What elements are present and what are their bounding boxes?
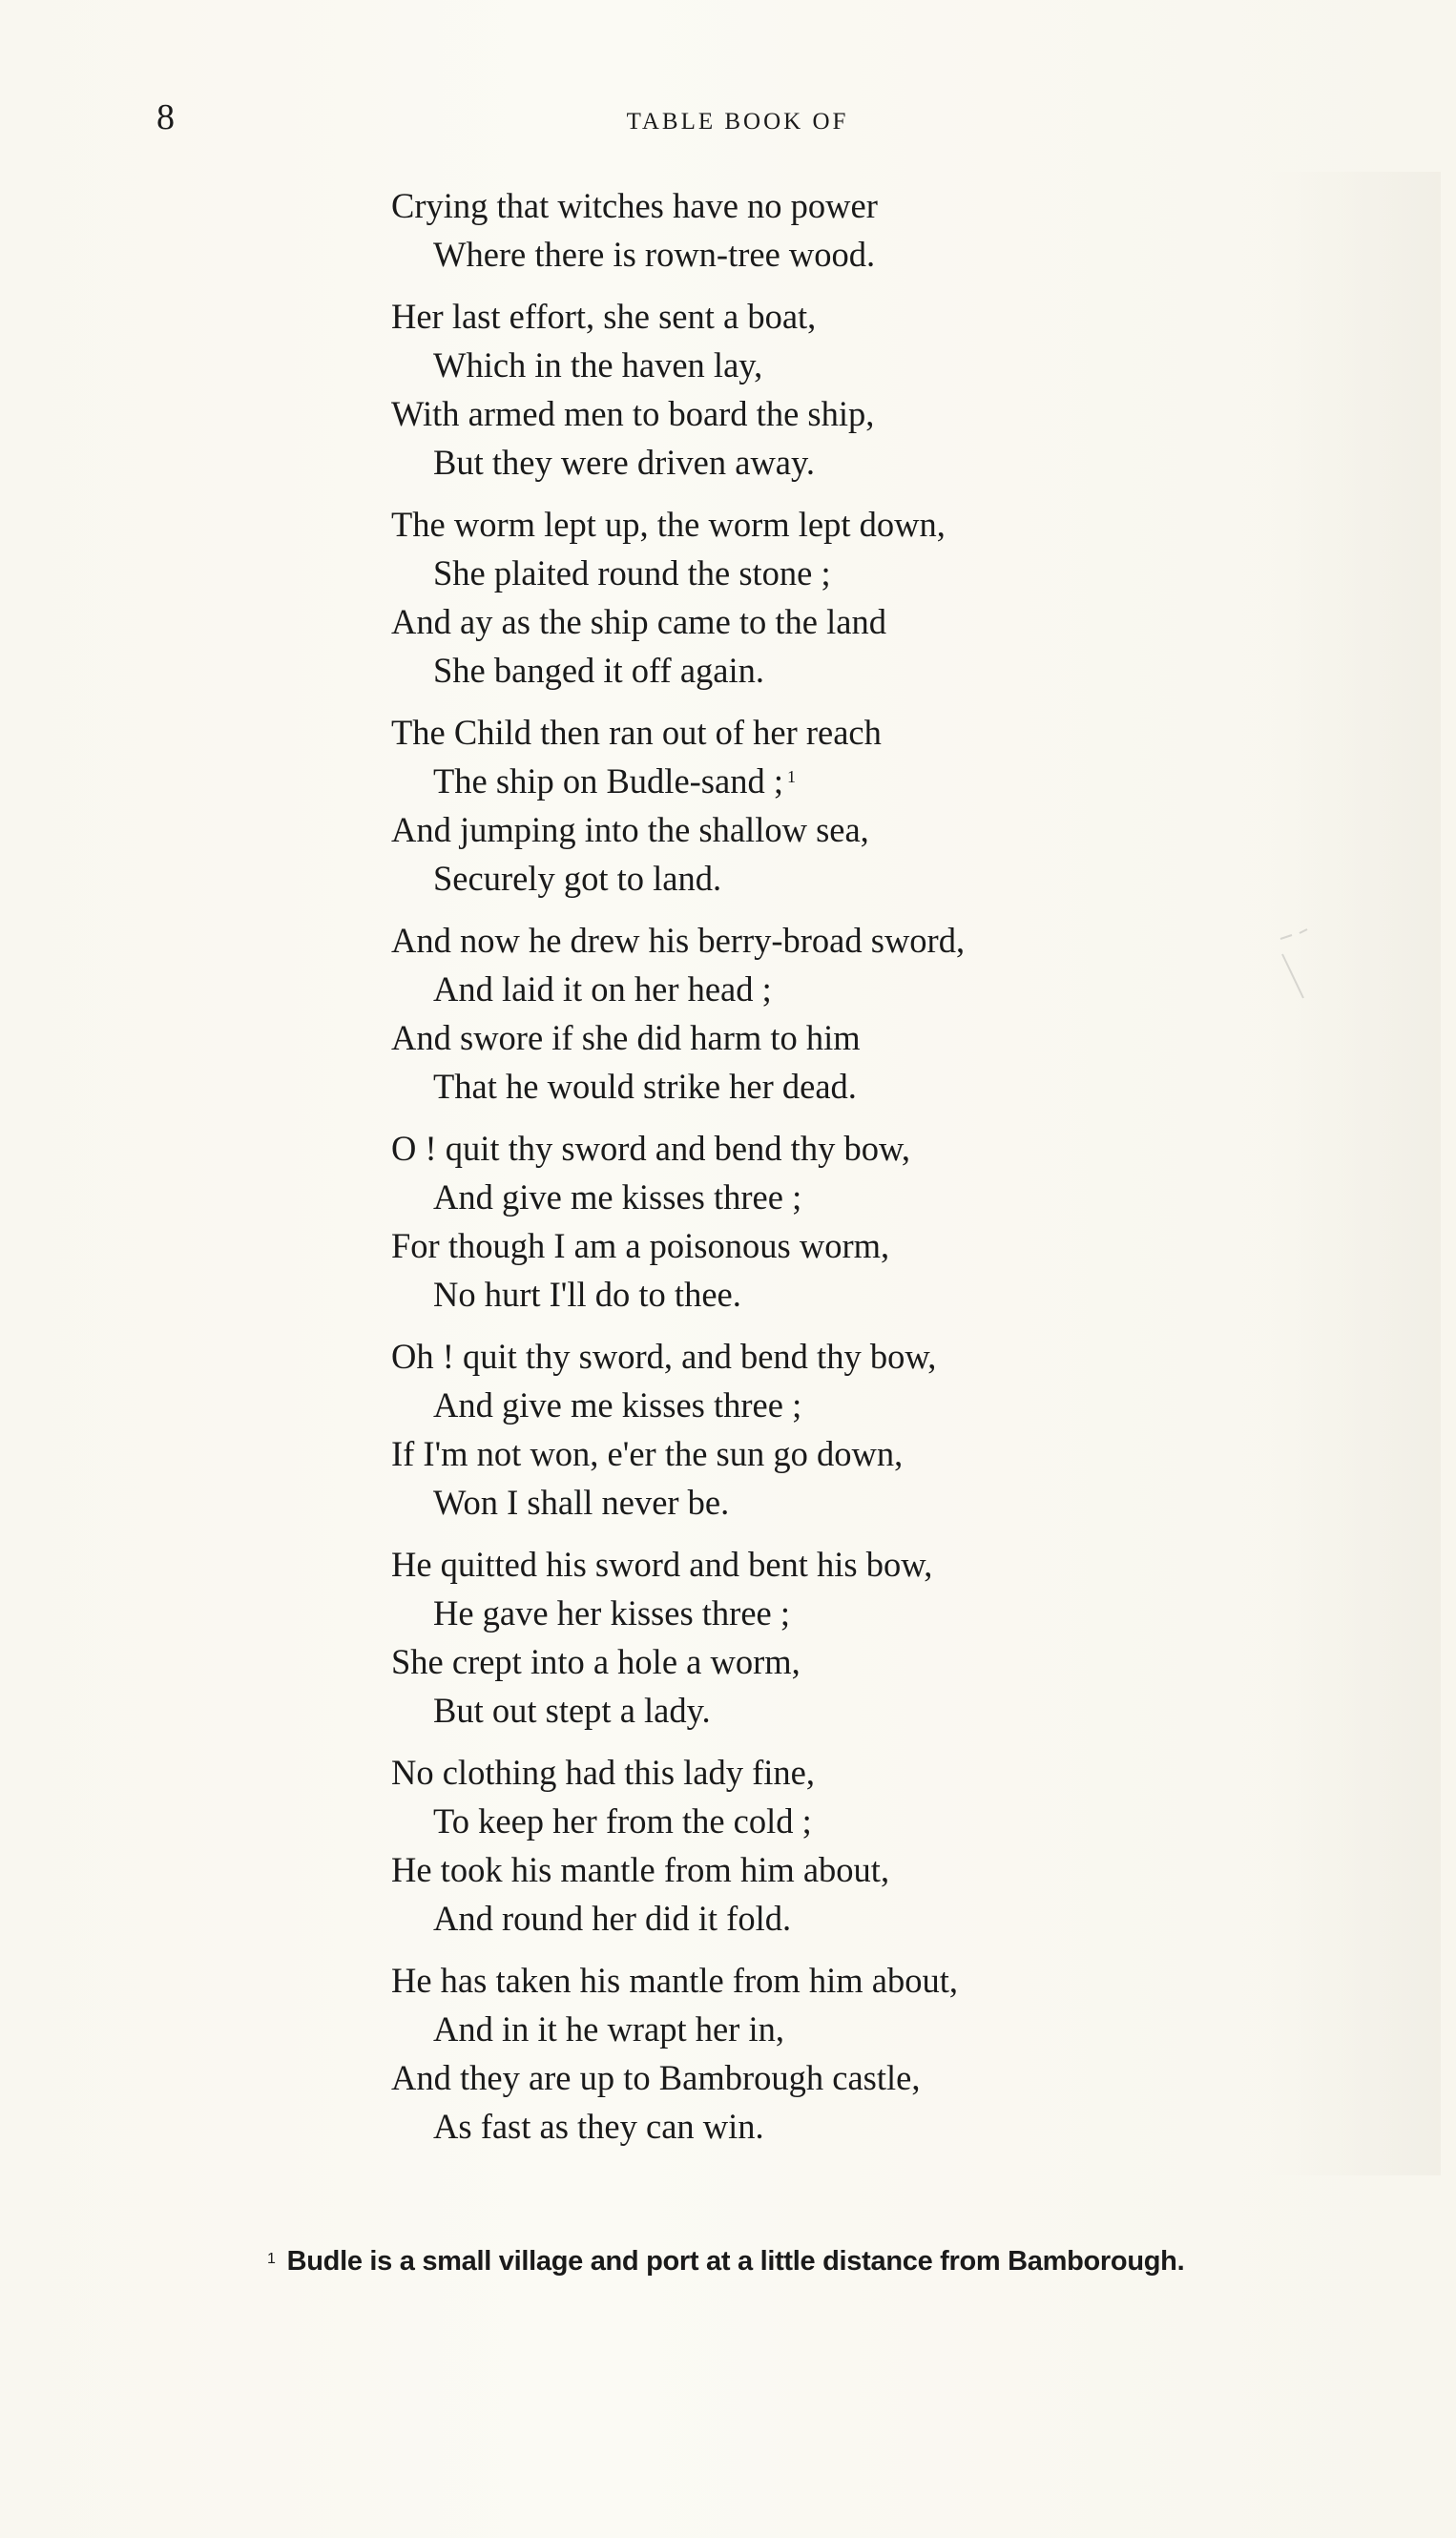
poem-line-text: If I'm not won, e'er the sun go down, [391, 1434, 904, 1473]
poem-line-text: And now he drew his berry-broad sword, [391, 921, 966, 960]
poem-line [391, 2053, 1345, 2102]
poem-line-text: He gave her kisses three ; [433, 1593, 790, 1633]
poem-line [391, 2005, 1345, 2053]
poem-line [391, 646, 1345, 695]
poem-line [391, 757, 1345, 805]
poem-line [391, 1686, 1345, 1735]
poem-line [391, 292, 1345, 341]
poem-line-text: And give me kisses three ; [433, 1177, 802, 1217]
poem-line-text: And they are up to Bambrough castle, [391, 2058, 921, 2097]
poem-line-text: No hurt I'll do to thee. [433, 1275, 741, 1314]
stanza [391, 1956, 1345, 2151]
poem-line [391, 438, 1345, 487]
stanza [391, 500, 1345, 695]
stanza [391, 1540, 1345, 1735]
poem-line [391, 1748, 1345, 1797]
poem-line-text: And laid it on her head ; [433, 969, 772, 1009]
running-head: TABLE BOOK OF [626, 109, 849, 135]
poem-line-text: Oh ! quit thy sword, and bend thy bow, [391, 1337, 937, 1376]
poem-line [391, 1013, 1345, 1062]
poem-line [391, 1540, 1345, 1589]
poem-line [391, 1221, 1345, 1270]
poem-line-text: Crying that witches have no power [391, 186, 878, 225]
stanza [391, 1124, 1345, 1319]
poem-body [391, 181, 1345, 2164]
poem-line [391, 341, 1345, 389]
stanza [391, 708, 1345, 903]
poem-line [391, 1381, 1345, 1429]
poem-line-text: And ay as the ship came to the land [391, 602, 886, 641]
stanza [391, 1748, 1345, 1943]
poem-line-text: And jumping into the shallow sea, [391, 810, 869, 849]
poem-line-text: But out stept a lady. [433, 1691, 711, 1730]
poem-line [391, 1589, 1345, 1637]
poem-line-text: Where there is rown-tree wood. [433, 235, 876, 274]
poem-line [391, 181, 1345, 230]
poem-line-text: And swore if she did harm to him [391, 1018, 861, 1057]
poem-line-text: And round her did it fold. [433, 1899, 792, 1938]
poem-line [391, 1062, 1345, 1111]
poem-line-text: And in it he wrapt her in, [433, 2009, 784, 2049]
poem-line-text: He has taken his mantle from him about, [391, 1961, 958, 2000]
poem-line [391, 1173, 1345, 1221]
poem-line [391, 854, 1345, 903]
poem-line [391, 389, 1345, 438]
stanza [391, 292, 1345, 487]
poem-line-text: With armed men to board the ship, [391, 394, 875, 433]
poem-line [391, 1894, 1345, 1943]
poem-line [391, 1429, 1345, 1478]
poem-line-text: Won I shall never be. [433, 1483, 730, 1522]
poem-line-text: O ! quit thy sword and bend thy bow, [391, 1129, 911, 1168]
poem-line-text: She crept into a hole a worm, [391, 1642, 801, 1681]
poem-line [391, 1637, 1345, 1686]
poem-line-text: And give me kisses three ; [433, 1385, 802, 1425]
footnote-reference: 1 [786, 767, 796, 786]
poem-line [391, 916, 1345, 965]
poem-line [391, 597, 1345, 646]
poem-line-text: That he would strike her dead. [433, 1067, 857, 1106]
poem-line [391, 1332, 1345, 1381]
poem-line [391, 1270, 1345, 1319]
poem-line [391, 1124, 1345, 1173]
poem-line [391, 708, 1345, 757]
poem-line [391, 1797, 1345, 1845]
poem-line-text: He quitted his sword and bent his bow, [391, 1545, 933, 1584]
page-number: 8 [156, 97, 175, 137]
poem-line [391, 965, 1345, 1013]
poem-line [391, 1956, 1345, 2005]
poem-line [391, 1478, 1345, 1527]
poem-line-text: Her last effort, she sent a boat, [391, 297, 817, 336]
poem-line-text: Which in the haven lay, [433, 345, 763, 385]
footnote [267, 2240, 1450, 2282]
footnote-marker: 1 [267, 2251, 276, 2267]
stanza [391, 916, 1345, 1111]
poem-line-text: To keep her from the cold ; [433, 1801, 812, 1841]
stanza [391, 1332, 1345, 1527]
poem-line [391, 230, 1345, 279]
stanza [391, 181, 1345, 279]
poem-line-text: No clothing had this lady fine, [391, 1753, 816, 1792]
poem-line [391, 2102, 1345, 2151]
poem-line-text: For though I am a poisonous worm, [391, 1226, 890, 1265]
poem-line [391, 549, 1345, 597]
poem-line-text: She plaited round the stone ; [433, 553, 831, 593]
poem-line-text: The Child then ran out of her reach [391, 713, 882, 752]
poem-line-text: But they were driven away. [433, 443, 816, 482]
page-header [0, 94, 1456, 151]
poem-line-text: Securely got to land. [433, 859, 722, 898]
poem-line [391, 805, 1345, 854]
poem-line-text: The ship on Budle-sand ; [433, 761, 783, 801]
footnote-text: Budle is a small village and port at a little distance from Bamborough. [286, 2246, 1185, 2277]
poem-line-text: The worm lept up, the worm lept down, [391, 505, 946, 544]
poem-line-text: She banged it off again. [433, 651, 764, 690]
poem-line [391, 500, 1345, 549]
poem-line [391, 1845, 1345, 1894]
poem-line-text: He took his mantle from him about, [391, 1850, 890, 1889]
poem-line-text: As fast as they can win. [433, 2107, 764, 2146]
